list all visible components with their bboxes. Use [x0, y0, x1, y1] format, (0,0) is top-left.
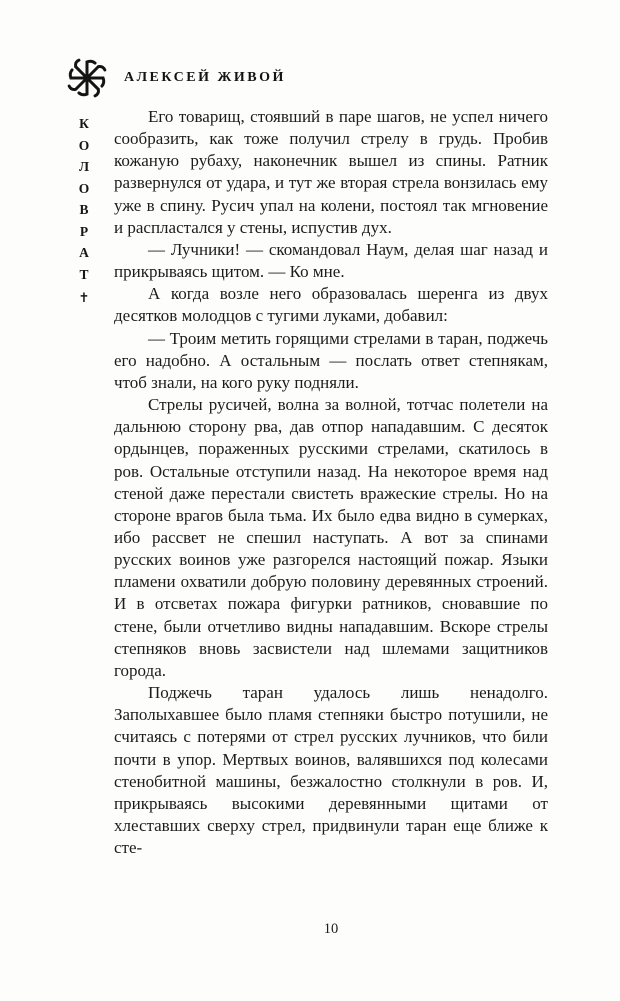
body-text — [114, 106, 548, 918]
cross-icon: ✝ — [78, 290, 90, 305]
spine-letter: Т — [79, 266, 89, 282]
series-title-vertical — [74, 113, 94, 309]
paragraph-narration: Его товарищ, стоявший в паре шагов, не успел ничего сообразить, как тоже получил стрелу в грудь. Пробив кожаную рубаху, наконечник вышел из спины. Ратник развернулся от удара, и тут же вторая стрела вонзилась ему уже в спину. Русич упал на колени, постоял так мгновение и распластался у стены, испустив дух. — [114, 107, 548, 237]
spine-letter: Л — [78, 159, 90, 174]
paragraph-narration: Поджечь таран удалось лишь ненадолго. Заполыхавшее было пламя степняки быстро потушили, не считаясь с потерями от стрел русских лучников, что били почти в упор. Мертвых воинов, валявшихся под колесами стенобитной машины, безжалостно столкнули в ров. И, прикрываясь высокими деревянными щитами от хлеставших сверху стрел, придвинули таран еще ближе к сте- — [114, 683, 548, 858]
spine-letter: О — [78, 180, 90, 196]
spine-letter: К — [79, 116, 89, 131]
page-header — [0, 0, 620, 100]
page-number: 10 — [323, 921, 339, 937]
kolovrat-sun-icon — [63, 55, 111, 101]
page-footer — [114, 921, 548, 938]
paragraph-narration: А когда возле него образовалась шеренга из двух десятков молодцов с тугими луками, добавил: — [114, 284, 548, 326]
spine-letter: А — [79, 245, 89, 260]
paragraph-dialogue: — Троим метить горящими стрелами в таран, поджечь его надобно. А остальным — послать ответ степнякам, чтоб знали, на кого руку подняли. — [114, 328, 548, 392]
author-name: АЛЕКСЕЙ ЖИВОЙ — [124, 70, 286, 85]
paragraph-dialogue: — Лучники! — скомандовал Наум, делая шаг назад и прикрываясь щитом. — Ко мне. — [114, 239, 548, 282]
spine-letter: В — [79, 202, 89, 217]
spine-letter: Р — [79, 223, 89, 239]
spine-letter: О — [78, 137, 90, 153]
paragraph-narration: Стрелы русичей, волна за волной, тотчас полетели на дальнюю сторону рва, дав отпор нападавшим. С десяток ордынцев, пораженных русскими стрелами, скатилось в ров. Остальные отступили назад. На некоторое время над стеной даже перестали свистеть вражеские стрелы. Но на стороне врагов была тьма. Их было едва видно в сумерках, ибо рассвет не спешил наступать. А вот за спинами русских воинов уже разгорелся настоящий пожар. Языки пламени охватили добрую половину деревянных строений. И в отсветах пожара фигурки ратников, сновавшие по стене, были отчетливо видны нападавшим. Вскоре стрелы степняков вновь засвистели над шлемами защитников города. — [114, 395, 548, 680]
